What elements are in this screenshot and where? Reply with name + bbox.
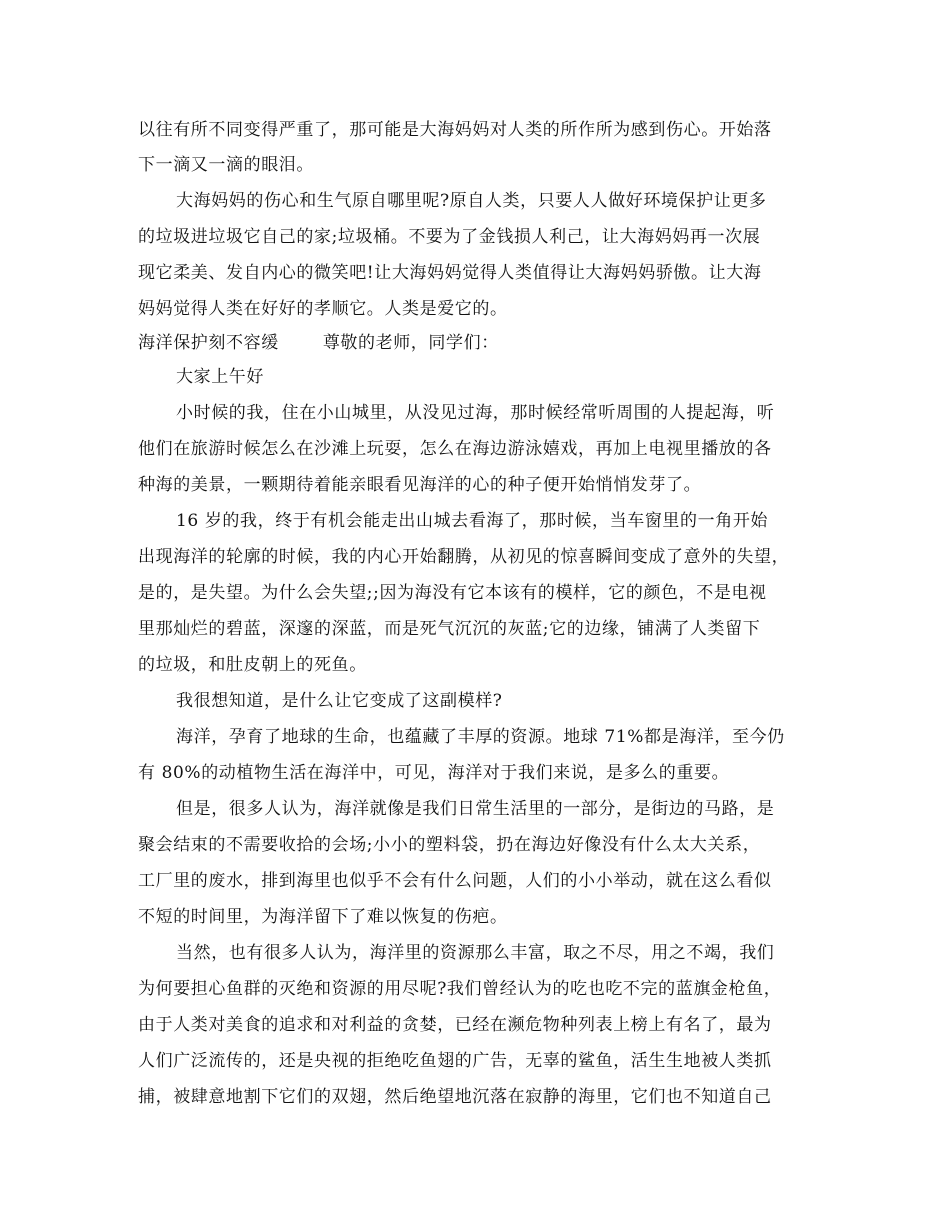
text-line: 海洋，孕育了地球的生命，也蕴藏了丰厚的资源。地球 71%都是海洋，至今仍 xyxy=(176,727,785,747)
text-line: 人们广泛流传的，还是央视的拒绝吃鱼翅的广告，无辜的鲨鱼，活生生地被人类抓 xyxy=(138,1051,772,1071)
title-line xyxy=(138,328,818,358)
text-line: 下一滴又一滴的眼泪。 xyxy=(138,155,314,175)
text-line: 出现海洋的轮廓的时候，我的内心开始翻腾，从初见的惊喜瞬间变成了意外的失望， xyxy=(138,547,790,567)
speech-title: 海洋保护刻不容缓 xyxy=(138,333,279,353)
text-line: 为何要担心鱼群的灭绝和资源的用尽呢?我们曾经认为的吃也吃不完的蓝旗金枪鱼， xyxy=(138,979,782,999)
text-line: 现它柔美、发自内心的微笑吧!让大海妈妈觉得人类值得让大海妈妈骄傲。让大海 xyxy=(138,263,762,283)
text-line: 妈妈觉得人类在好好的孝顺它。人类是爱它的。 xyxy=(138,299,508,319)
text-line: 是的，是失望。为什么会失望;;因为海没有它本该有的模样，它的颜色，不是电视 xyxy=(138,583,767,603)
text-line: 以往有所不同变得严重了，那可能是大海妈妈对人类的所作所为感到伤心。开始落 xyxy=(138,120,772,140)
text-line: 的垃圾进垃圾它自己的家;垃圾桶。不要为了金钱损人利己，让大海妈妈再一次展 xyxy=(138,227,761,247)
text-line: 种海的美景，一颗期待着能亲眼看见海洋的心的种子便开始悄悄发芽了。 xyxy=(138,475,702,495)
text-line: 但是，很多人认为，海洋就像是我们日常生活里的一部分，是街边的马路，是 xyxy=(176,799,775,819)
text-line: 我很想知道，是什么让它变成了这副模样? xyxy=(176,691,503,711)
text-line: 不短的时间里，为海洋留下了难以恢复的伤疤。 xyxy=(138,907,508,927)
greeting: 大家上午好 xyxy=(176,367,264,387)
text-line: 有 80%的动植物生活在海洋中，可见，海洋对于我们来说，是多么的重要。 xyxy=(138,763,730,783)
text-line: 的垃圾，和肚皮朝上的死鱼。 xyxy=(138,655,367,675)
text-line: 大海妈妈的伤心和生气原自哪里呢?原自人类，只要人人做好环境保护让更多 xyxy=(176,191,767,211)
text-line: 工厂里的废水，排到海里也似乎不会有什么问题，人们的小小举动，就在这么看似 xyxy=(138,871,772,891)
text-line: 他们在旅游时候怎么在沙滩上玩耍，怎么在海边游泳嬉戏，再加上电视里播放的各 xyxy=(138,439,772,459)
text-line: 16 岁的我，终于有机会能走出山城去看海了，那时候，当车窗里的一角开始 xyxy=(176,511,769,531)
text-line: 聚会结束的不需要收拾的会场;小小的塑料袋，扔在海边好像没有什么太大关系， xyxy=(138,835,761,855)
text-line: 由于人类对美食的追求和对利益的贪婪，已经在濒危物种列表上榜上有名了，最为 xyxy=(138,1015,772,1035)
salutation: 尊敬的老师，同学们： xyxy=(322,333,499,353)
text-line: 捕，被肆意地割下它们的双翅，然后绝望地沉落在寂静的海里，它们也不知道自己 xyxy=(138,1087,772,1107)
text-line: 当然，也有很多人认为，海洋里的资源那么丰富，取之不尽，用之不竭，我们 xyxy=(176,943,775,963)
text-line: 里那灿烂的碧蓝，深邃的深蓝，而是死气沉沉的灰蓝;它的边缘，铺满了人类留下 xyxy=(138,619,761,639)
text-line: 小时候的我，住在小山城里，从没见过海，那时候经常听周围的人提起海，听 xyxy=(176,403,775,423)
